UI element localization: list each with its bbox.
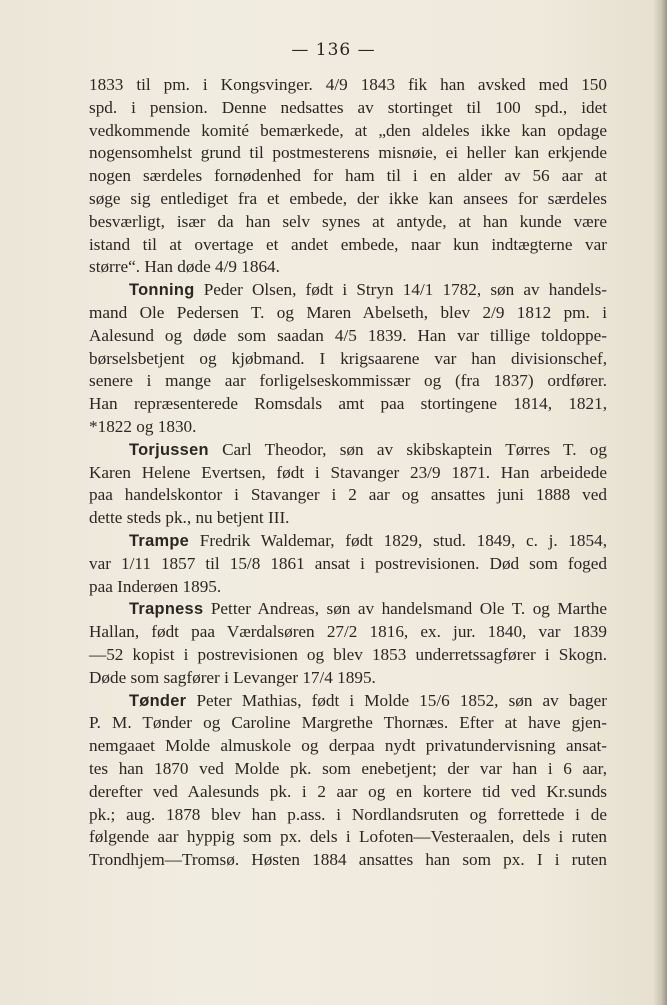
line-text: 1833 til pm. i Kongsvinger. 4/9 1843 fik han avsked med 150	[89, 75, 607, 94]
line-text: istand til at overtage et andet embede, naar kun indtægterne var	[89, 234, 607, 254]
line-text: Hallan, født paa Værdalsøren 27/2 1816, ex. jur. 1840, var 1839	[89, 622, 607, 642]
line-text: Han repræsenterede Romsdals amt paa stortingene 1814, 1821,	[89, 394, 607, 414]
entry-first-line	[89, 598, 607, 621]
line-text: Petter Andreas, søn av handelsmand Ole T. og Marthe	[210, 599, 608, 619]
text-line	[89, 781, 607, 804]
entry-first-line	[89, 690, 607, 713]
line-text: nemgaaet Molde almuskole og derpaa nydt privatundervisning ansat-	[89, 736, 607, 756]
line-text: senere i mange aar forligelseskommissær og (fra 1837) ordfører.	[89, 371, 607, 391]
text-line	[89, 325, 607, 348]
entry-first-line	[89, 439, 607, 462]
entry-name: Tonning	[129, 281, 195, 300]
line-text: P. M. Tønder og Caroline Margrethe Thornæs. Efter at have gjen-	[89, 713, 607, 733]
entry-name: Tønder	[129, 691, 187, 710]
line-text: pk.; aug. 1878 blev han p.ass. i Nordlandsruten og forrettede i de	[89, 804, 607, 824]
line-text: Døde som sagfører i Levanger 17/4 1895.	[89, 667, 376, 687]
line-text: tes han 1870 ved Molde pk. som enebetjent; der var han i 6 aar,	[89, 758, 607, 778]
text-line	[89, 758, 607, 781]
line-text: var 1/11 1857 til 15/8 1861 ansat i postrevisionen. Død som foged	[89, 553, 607, 573]
line-text: dette steds pk., nu betjent III.	[89, 508, 290, 528]
text-line	[89, 211, 607, 234]
line-text: Peter Mathias, født i Molde 15/6 1852, søn av bager	[196, 690, 607, 710]
text-line	[89, 74, 607, 97]
text-line	[89, 826, 607, 849]
body-text	[89, 74, 607, 872]
line-text: —52 kopist i postrevisionen og blev 1853 underretssagfører i Skogn.	[89, 644, 607, 664]
line-text: Fredrik Waldemar, født 1829, stud. 1849, c. j. 1854,	[199, 530, 607, 550]
line-text: paa handelskontor i Stavanger i 2 aar og ansattes juni 1888 ved	[89, 485, 607, 505]
text-line	[89, 416, 607, 439]
line-text: Aalesund og døde som saadan 4/5 1839. Han var tillige toldoppe-	[89, 325, 607, 345]
text-line	[89, 804, 607, 827]
line-text: større“. Han døde 4/9 1864.	[89, 257, 280, 277]
entry-name: Trapness	[129, 600, 204, 619]
entry-first-line	[89, 530, 607, 553]
line-text: paa Inderøen 1895.	[89, 576, 222, 596]
line-text: Peder Olsen, født i Stryn 14/1 1782, søn av handels-	[203, 280, 607, 300]
line-text: Carl Theodor, søn av skibskaptein Tørres T. og	[222, 439, 607, 459]
text-line	[89, 348, 607, 371]
line-text: Trondhjem—Tromsø. Høsten 1884 ansattes han som px. I i ruten	[89, 850, 607, 870]
text-line	[89, 256, 607, 279]
line-text: besværligt, især da han selv synes at antyde, at han kunde være	[89, 211, 607, 231]
line-text: børselsbetjent og kjøbmand. I krigsaarene var han divisionschef,	[89, 348, 607, 368]
page-number: — 136 —	[291, 40, 376, 60]
entry-name: Torjussen	[129, 440, 209, 459]
text-line	[89, 142, 607, 165]
entry-first-line	[89, 279, 607, 302]
text-line	[89, 370, 607, 393]
text-line	[89, 234, 607, 257]
line-text: mand Ole Pedersen T. og Maren Abelseth, blev 2/9 1812 pm. i	[89, 302, 607, 322]
line-text: spd. i pension. Denne nedsattes av stortinget til 100 spd., idet	[89, 97, 607, 117]
line-text: *1822 og 1830.	[89, 416, 197, 436]
text-line	[89, 644, 607, 667]
entry-name: Trampe	[129, 531, 190, 550]
text-line	[89, 393, 607, 416]
text-line	[89, 120, 607, 143]
line-text: derefter ved Aalesunds pk. i 2 aar og en kortere tid ved Kr.sunds	[89, 781, 607, 801]
line-text: nogen særdeles fornødenhed for ham til i en alder av 56 aar at	[89, 166, 607, 186]
text-line	[89, 484, 607, 507]
text-line	[89, 188, 607, 211]
text-line	[89, 735, 607, 758]
line-text: søge sig entlediget fra et embede, der ikke kan ansees for særdeles	[89, 188, 607, 208]
line-text: følgende aar hyppig som px. dels i Lofoten—Vesteraalen, dels i ruten	[89, 827, 607, 847]
text-line	[89, 667, 607, 690]
text-line	[89, 553, 607, 576]
page-edge-shadow	[653, 0, 667, 1005]
text-line	[89, 576, 607, 599]
text-line	[89, 621, 607, 644]
line-text: nogensomhelst grund til postmesterens misnøie, ei heller kan erkjende	[89, 143, 607, 163]
text-line	[89, 507, 607, 530]
text-line	[89, 849, 607, 872]
text-line	[89, 462, 607, 485]
text-line	[89, 165, 607, 188]
line-text: Karen Helene Evertsen, født i Stavanger 23/9 1871. Han arbeidede	[89, 462, 607, 482]
text-line	[89, 712, 607, 735]
text-line	[89, 97, 607, 120]
line-text: vedkommende komité bemærkede, at „den aldeles ikke kan opdage	[89, 120, 607, 140]
text-line	[89, 302, 607, 325]
